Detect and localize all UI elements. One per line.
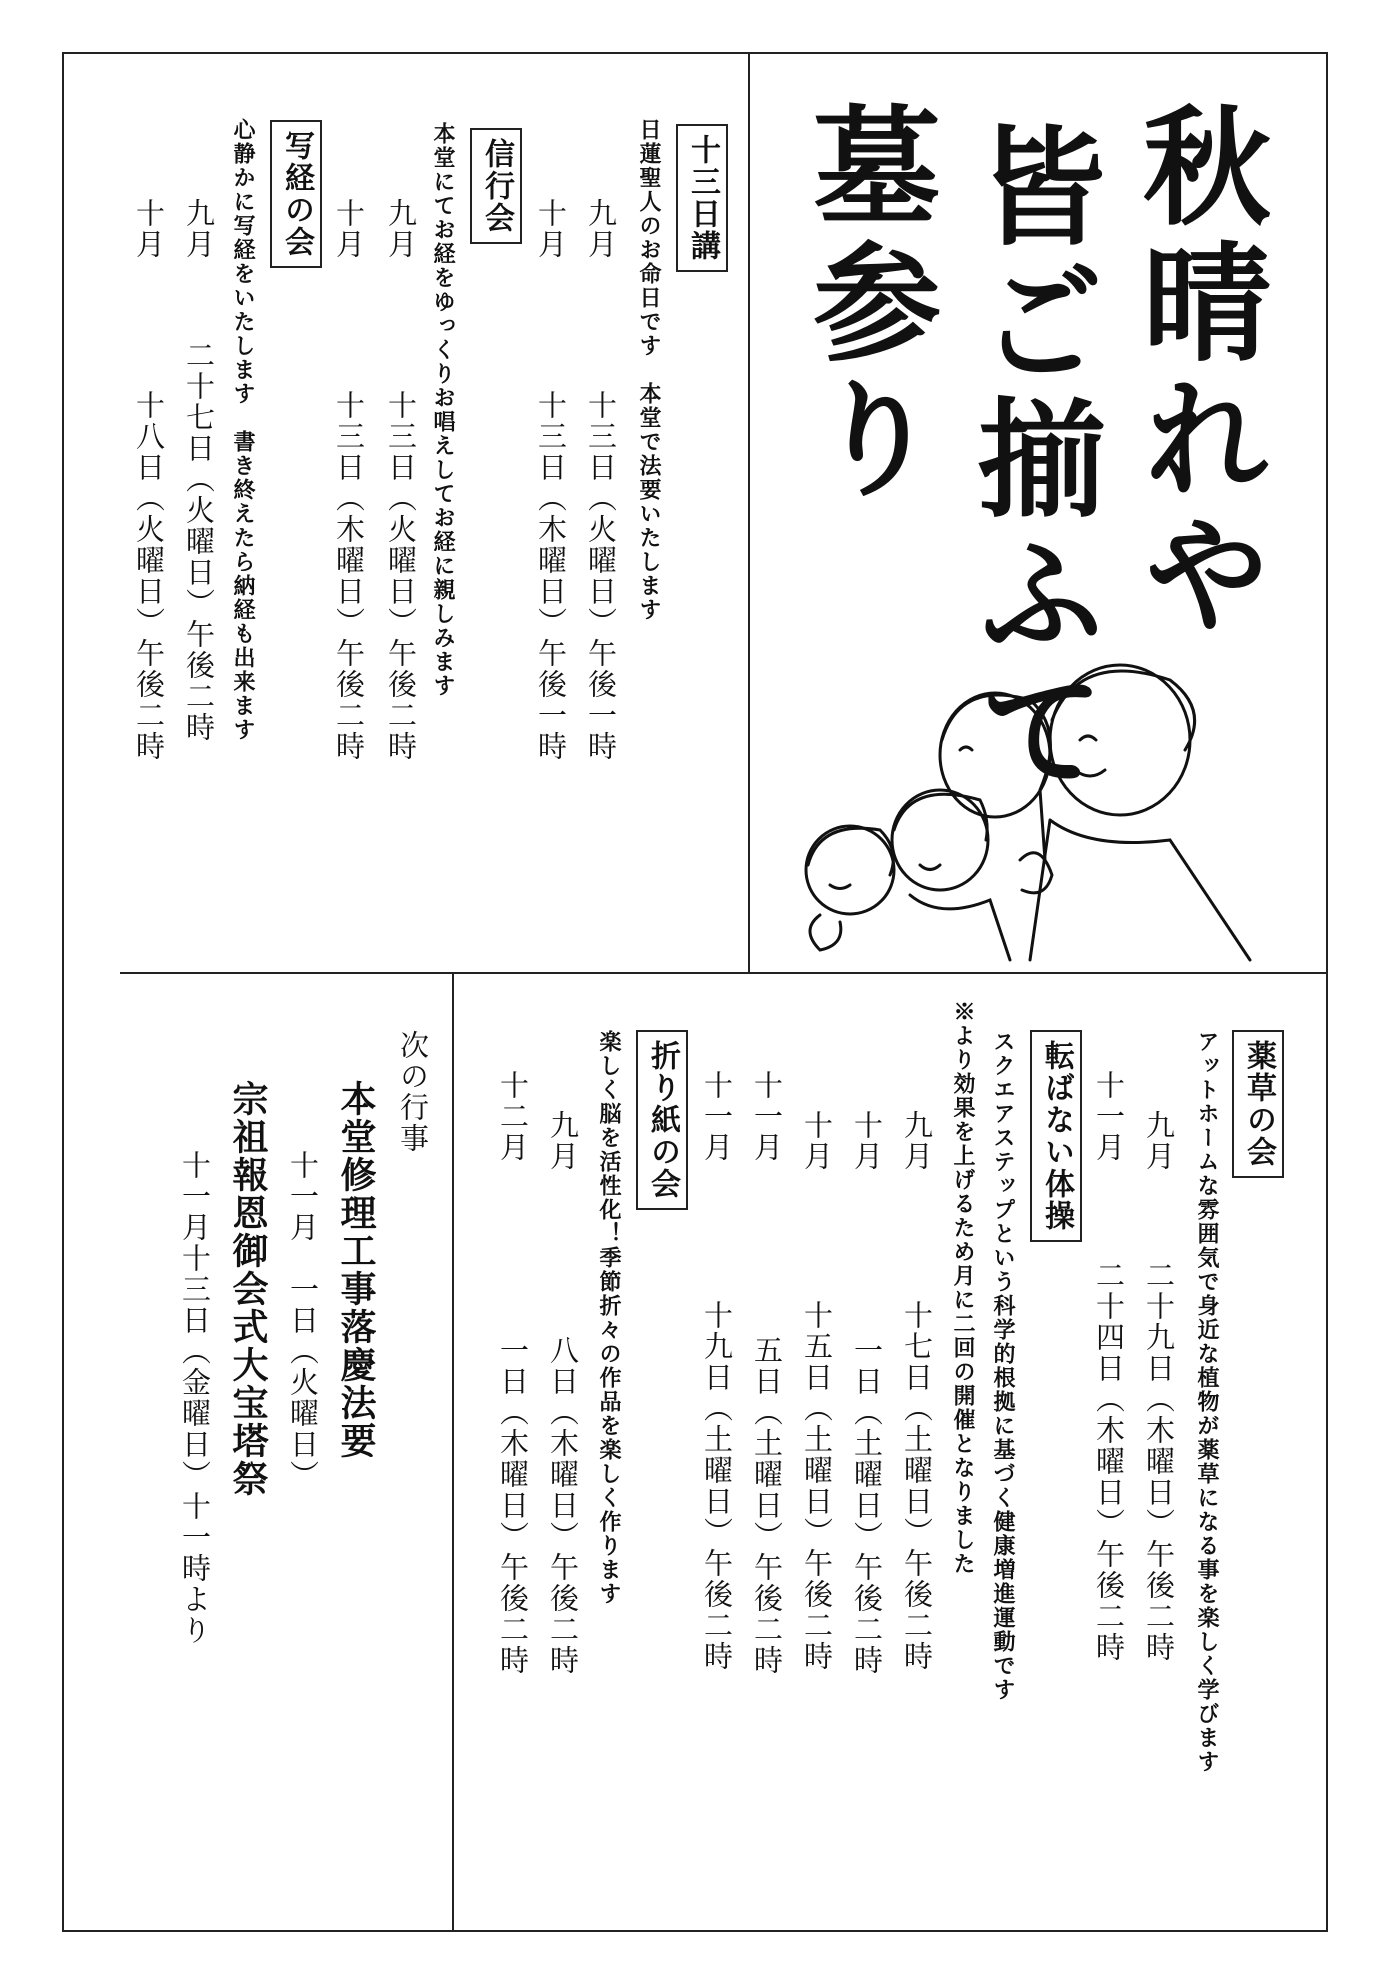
boy-head bbox=[892, 790, 988, 890]
korobanai-month-3: 十月 bbox=[800, 1110, 834, 1172]
bottom-vertical-divider bbox=[452, 974, 454, 1932]
horizontal-divider bbox=[120, 972, 1328, 974]
juusan-desc: 日蓮聖人のお命日です 本堂で法要いたします bbox=[636, 118, 662, 622]
boy-body bbox=[910, 895, 1010, 960]
boy-smile bbox=[920, 865, 940, 870]
mother-hands bbox=[1020, 853, 1052, 893]
shakyo-month-1: 九月 bbox=[182, 198, 216, 260]
father-body bbox=[1030, 820, 1250, 960]
origami-date-2: 一日（木曜日）午後二時 bbox=[496, 1335, 530, 1676]
girl-hands bbox=[810, 915, 841, 950]
korobanai-month-1: 九月 bbox=[900, 1110, 934, 1172]
juusan-header: 十三日講 bbox=[676, 124, 728, 272]
korobanai-date-5: 十九日（土曜日）午後二時 bbox=[700, 1300, 734, 1672]
shingyo-date-1: 十三日（火曜日）午後二時 bbox=[384, 390, 418, 762]
juusan-month-1: 九月 bbox=[584, 198, 618, 260]
korobanai-date-1: 十七日（土曜日）午後二時 bbox=[900, 1300, 934, 1672]
origami-month-1: 九月 bbox=[546, 1110, 580, 1172]
korobanai-header: 転ばない体操 bbox=[1030, 1030, 1082, 1242]
father-head bbox=[1050, 665, 1190, 815]
shingyo-date-2: 十三日（木曜日）午後二時 bbox=[332, 390, 366, 762]
korobanai-month-4: 十一月 bbox=[750, 1070, 784, 1163]
yakuso-date-1: 二十九日（木曜日）午後二時 bbox=[1142, 1260, 1176, 1663]
title-col-1: 秋晴れや bbox=[1121, 100, 1270, 644]
juusan-date-1: 十三日（火曜日）午後一時 bbox=[584, 390, 618, 762]
shakyo-date-1: 二十七日（火曜日）午後二時 bbox=[182, 340, 216, 743]
shakyo-desc: 心静かに写経をいたします 書き終えたら納経も出来ます bbox=[230, 118, 256, 742]
shakyo-date-2: 十八日（火曜日）午後二時 bbox=[132, 390, 166, 762]
top-vertical-divider bbox=[748, 52, 750, 974]
girl-smile bbox=[830, 885, 850, 889]
next-event-1-date: 十一月 一日（火曜日） bbox=[286, 1150, 320, 1491]
next-event-2-date: 十一月十三日（金曜日）十一時より bbox=[178, 1150, 212, 1646]
korobanai-desc-2: ※より効果を上げるため月に二回の開催となりました bbox=[950, 1000, 976, 1576]
mother-hair bbox=[942, 695, 1050, 860]
shingyo-month-1: 九月 bbox=[384, 198, 418, 260]
shingyo-month-2: 十月 bbox=[332, 198, 366, 260]
title-col-2: 皆ご揃ふて bbox=[956, 120, 1105, 800]
yakuso-desc: アットホームな雰囲気で身近な植物が薬草になる事を楽しく学びます bbox=[1194, 1030, 1220, 1774]
yakuso-month-2: 十一月 bbox=[1092, 1070, 1126, 1163]
origami-month-2: 十二月 bbox=[496, 1070, 530, 1163]
family-illustration bbox=[790, 660, 1260, 970]
yakuso-month-1: 九月 bbox=[1142, 1110, 1176, 1172]
korobanai-desc-1: スクエアステップという科学的根拠に基づく健康増進運動です bbox=[990, 1030, 1016, 1702]
shingyo-header: 信行会 bbox=[470, 128, 522, 244]
juusan-month-2: 十月 bbox=[534, 198, 568, 260]
juusan-date-2: 十三日（木曜日）午後一時 bbox=[534, 390, 568, 762]
next-event-2: 宗祖報恩御会式大宝塔祭 bbox=[227, 1080, 269, 1498]
mother-eye bbox=[960, 747, 972, 750]
shakyo-header: 写経の会 bbox=[270, 120, 322, 268]
korobanai-date-3: 十五日（土曜日）午後二時 bbox=[800, 1300, 834, 1672]
korobanai-month-2: 十月 bbox=[850, 1110, 884, 1172]
title-col-3: 墓参り bbox=[791, 100, 940, 508]
origami-header: 折り紙の会 bbox=[636, 1030, 688, 1210]
korobanai-month-5: 十一月 bbox=[700, 1070, 734, 1163]
next-event-1: 本堂修理工事落慶法要 bbox=[335, 1080, 377, 1460]
korobanai-date-2: 一日（土曜日）午後二時 bbox=[850, 1335, 884, 1676]
shingyo-desc: 本堂にてお経をゆっくりお唱えしてお経に親しみます bbox=[430, 122, 456, 698]
father-smile bbox=[1075, 770, 1105, 776]
yakuso-header: 薬草の会 bbox=[1232, 1030, 1284, 1178]
origami-date-1: 八日（木曜日）午後二時 bbox=[546, 1335, 580, 1676]
next-events-label: 次の行事 bbox=[396, 1030, 430, 1154]
girl-head bbox=[806, 826, 894, 914]
shakyo-month-2: 十月 bbox=[132, 198, 166, 260]
yakuso-date-2: 二十四日（木曜日）午後二時 bbox=[1092, 1260, 1126, 1663]
father-eye bbox=[1080, 736, 1096, 740]
korobanai-date-4: 五日（土曜日）午後二時 bbox=[750, 1335, 784, 1676]
origami-desc: 楽しく脳を活性化！季節折々の作品を楽しく作ります bbox=[596, 1030, 622, 1606]
